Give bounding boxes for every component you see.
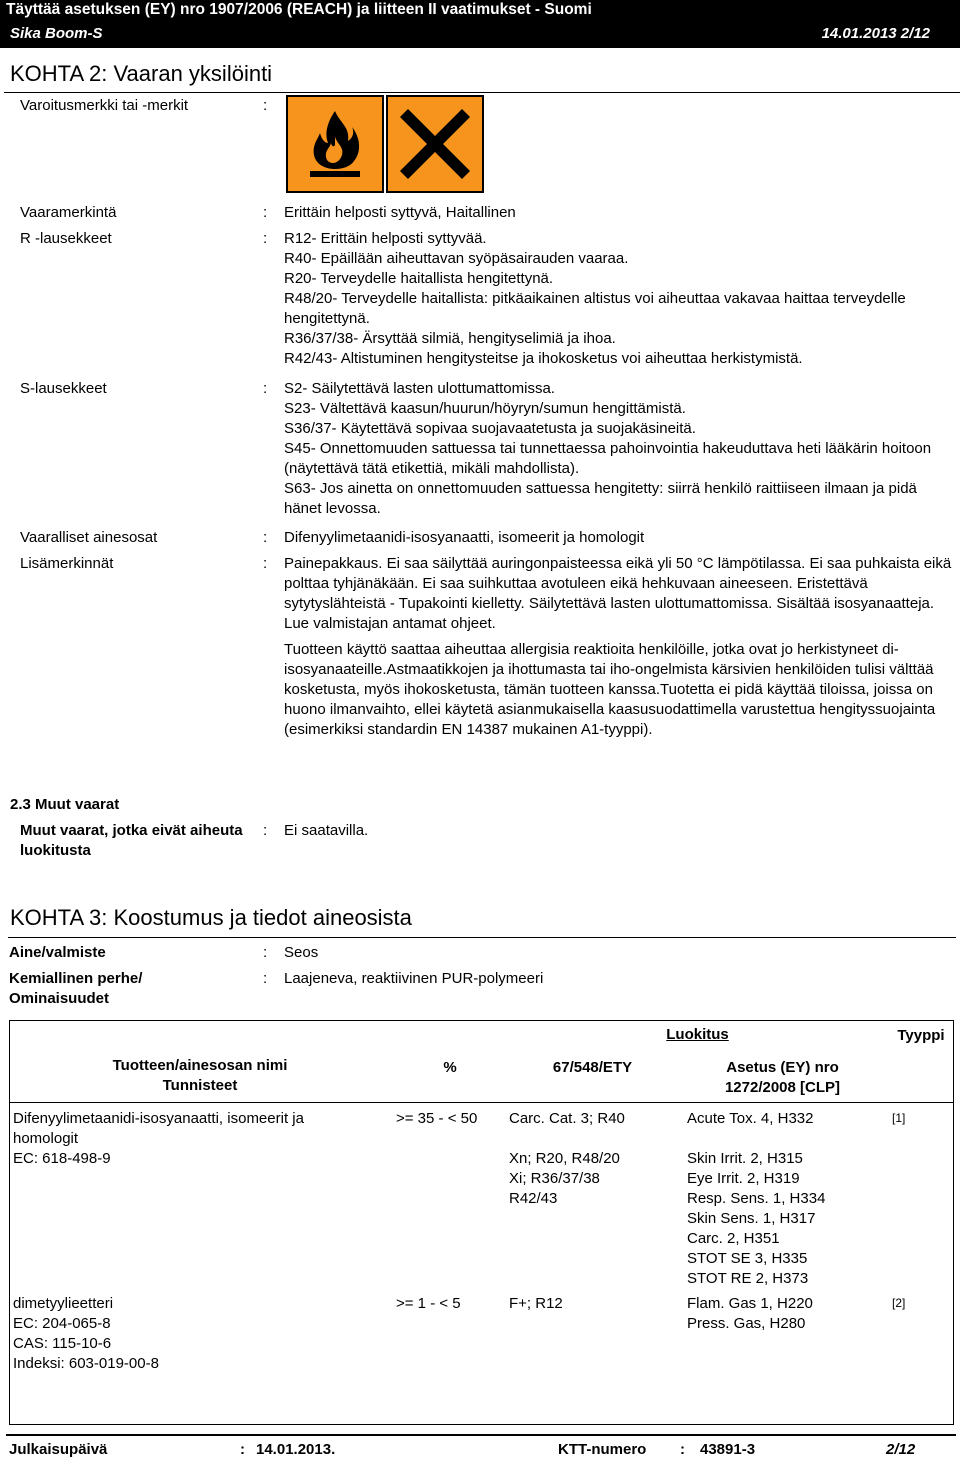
clp-line: Skin Sens. 1, H317 — [687, 1210, 816, 1227]
substance-percent: >= 35 - < 50 — [396, 1110, 478, 1127]
substance-id: EC: 204-065-8 — [13, 1315, 111, 1332]
clp-line: Acute Tox. 4, H332 — [687, 1110, 814, 1127]
substance-clp — [687, 1294, 813, 1334]
clp-line: Carc. 2, H351 — [687, 1230, 780, 1247]
colon: : — [263, 970, 268, 987]
clp-line: Press. Gas, H280 — [687, 1315, 806, 1332]
clp-line: STOT SE 3, H335 — [687, 1250, 808, 1267]
other-hazards-label: Muut vaarat, jotka eivät aiheuta luokitusta — [20, 822, 243, 859]
s-phrase: S63- Jos ainetta on onnettomuuden sattuessa hengitetty: siirrä henkilö raittiiseen ilmaan ja pidä hänet levossa. — [284, 480, 917, 517]
colon: : — [240, 1441, 245, 1458]
r-phrase: R40- Epäillään aiheuttavan syöpäsairauden vaaraa. — [284, 250, 629, 267]
additional-paragraph-1: Painepakkaus. Ei saa säilyttää auringonpaisteessa eikä yli 50 °C lämpötilassa. Ei saa puhkaista eikä polttaa tyhjänäkään. Ei saa suihkuttaa avotuleen eikä hehkuvaan aineeseen. Eristettävä sytytyslähteistä - Tupakointi kielletty. Säilytettävä lasten ulottumattomissa. Sisältää isosyanaatteja. Lue valmistajan antamat ohjeet. — [284, 555, 952, 632]
s-phrase: S45- Onnettomuuden sattuessa tai tunnettaessa pahoinvointia hakeuduttava heti lääkärin hoitoon (näytettävä tätä etikettiä, mikäli mahdollista). — [284, 440, 932, 477]
header-name-line2: Tunnisteet — [162, 1077, 238, 1094]
colon: : — [263, 380, 268, 397]
substance-dsd — [509, 1294, 563, 1314]
ktt-value: 43891-3 — [700, 1441, 756, 1458]
family-label: Kemiallinen perhe/ Ominaisuudet — [9, 970, 143, 1007]
substance-id: CAS: 115-10-6 — [13, 1335, 112, 1352]
header-clp-line2: 1272/2008 [CLP] — [724, 1079, 841, 1096]
regulation-title: Täyttää asetuksen (EY) nro 1907/2006 (REACH) ja liitteen II vaatimukset - Suomi — [6, 1, 592, 18]
r-phrase: R48/20- Terveydelle haitallista: pitkäaikainen altistus voi aiheuttaa vakavaa haittaa terveydelle hengitettynä. — [284, 290, 906, 327]
st-andrews-cross-hazard-icon — [386, 95, 484, 193]
colon: : — [263, 230, 268, 247]
colon: : — [263, 944, 268, 961]
page-footer — [6, 1434, 956, 1464]
additional-label: Lisämerkinnät — [20, 555, 114, 572]
header-clp — [690, 1058, 875, 1098]
colon: : — [263, 822, 268, 839]
header-clp-line1: Asetus (EY) nro — [726, 1059, 839, 1076]
other-hazards-value: Ei saatavilla. — [284, 822, 369, 839]
flame-hazard-icon — [286, 95, 384, 193]
colon: : — [680, 1441, 685, 1458]
dsd-line: Xn; R20, R48/20 — [509, 1150, 620, 1167]
substance-label: Aine/valmiste — [9, 944, 106, 961]
colon: : — [263, 204, 268, 221]
other-hazards-heading: 2.3 Muut vaarat — [10, 796, 120, 813]
dsd-line: Carc. Cat. 3; R40 — [509, 1110, 625, 1127]
header-name — [80, 1056, 320, 1096]
ingredients-value: Difenyylimetaanidi-isosyanaatti, isomeerit ja homologit — [284, 529, 645, 546]
header-luokitus: Luokitus — [666, 1026, 729, 1043]
section-2-heading — [4, 55, 960, 93]
substance-name: Difenyylimetaanidi-isosyanaatti, isomeerit ja homologit — [13, 1110, 304, 1147]
hazard-label: Vaaramerkintä — [20, 204, 117, 221]
section-3-title: KOHTA 3: Koostumus ja tiedot aineosista — [10, 905, 412, 930]
additional-paragraph-2: Tuotteen käyttö saattaa aiheuttaa allergisia reaktioita henkilöille, jotka ovat jo herkistyneet di-isosyanaateille.Astmaatikkojen ja ihottumasta tai iho-ongelmista kärsivien henkilöiden tulisi välttää kosketusta, myös ihokosketusta, tämän tuotteen kanssa.Tuotetta ei pidä käyttää tiloissa, joissa on huono ilmanvaihto, ellei käytetä asianmukaisella kaasusuodattimella varustettua hengityssuojainta (esimerkiksi standardin EN 14387 mukainen A1-tyyppi). — [284, 641, 936, 738]
pub-date-label: Julkaisupäivä — [9, 1441, 108, 1458]
substance-value: Seos — [284, 944, 319, 961]
r-phrases-list — [284, 229, 954, 369]
page-number: 2/12 — [886, 1441, 916, 1458]
date-and-page: 14.01.2013 2/12 — [821, 25, 930, 42]
product-name: Sika Boom-S — [10, 25, 103, 42]
table-row — [13, 1294, 373, 1374]
substance-id: EC: 618-498-9 — [13, 1150, 111, 1167]
r-phrases-label: R -lausekkeet — [20, 230, 112, 247]
header-tyyppi: Tyyppi — [897, 1027, 945, 1044]
substance-dsd — [509, 1109, 625, 1209]
clp-line: Skin Irrit. 2, H315 — [687, 1150, 803, 1167]
clp-line: Resp. Sens. 1, H334 — [687, 1190, 826, 1207]
clp-line: STOT RE 2, H373 — [687, 1270, 809, 1287]
header-name-line1: Tuotteen/ainesosan nimi — [112, 1057, 288, 1074]
family-value: Laajeneva, reaktiivinen PUR-polymeeri — [284, 970, 544, 987]
ingredients-label: Vaaralliset ainesosat — [20, 529, 158, 546]
ktt-label: KTT-numero — [558, 1441, 647, 1458]
table-row — [13, 1109, 373, 1169]
s-phrases-list — [284, 379, 954, 519]
clp-line: Flam. Gas 1, H220 — [687, 1295, 813, 1312]
dsd-line: R42/43 — [509, 1190, 558, 1207]
colon: : — [263, 529, 268, 546]
additional-info — [284, 554, 954, 740]
s-phrase: S36/37- Käytettävä sopivaa suojavaatetusta ja suojakäsineitä. — [284, 420, 696, 437]
r-phrase: R42/43- Altistuminen hengitysteitse ja ihokosketus voi aiheuttaa herkistymistä. — [284, 350, 803, 367]
symbols-label: Varoitusmerkki tai -merkit — [20, 97, 189, 114]
s-phrases-label: S-lausekkeet — [20, 380, 107, 397]
section-3-heading — [8, 898, 956, 938]
substance-id: Indeksi: 603-019-00-8 — [13, 1355, 159, 1372]
pub-date-value: 14.01.2013. — [256, 1441, 336, 1458]
colon: : — [263, 555, 268, 572]
table-header-divider — [9, 1102, 954, 1103]
clp-line: Eye Irrit. 2, H319 — [687, 1170, 800, 1187]
header-dsd: 67/548/ETY — [552, 1059, 633, 1076]
colon: : — [263, 97, 268, 114]
section-2-title: KOHTA 2: Vaaran yksilöinti — [10, 61, 273, 86]
substance-name: dimetyylieetteri — [13, 1295, 114, 1312]
r-phrase: R36/37/38- Ärsyttää silmiä, hengityselimiä ja ihoa. — [284, 330, 616, 347]
substance-percent: >= 1 - < 5 — [396, 1295, 461, 1312]
document-header — [0, 0, 960, 48]
s-phrase: S23- Vältettävä kaasun/huurun/höyryn/sumun hengittämistä. — [284, 400, 686, 417]
substance-clp — [687, 1109, 825, 1289]
r-phrase: R12- Erittäin helposti syttyvää. — [284, 230, 487, 247]
r-phrase: R20- Terveydelle haitallista hengitettynä. — [284, 270, 554, 287]
substance-type: [1] — [892, 1111, 906, 1125]
header-percent: % — [443, 1059, 457, 1076]
dsd-line: Xi; R36/37/38 — [509, 1170, 600, 1187]
substance-type: [2] — [892, 1296, 906, 1310]
dsd-line: F+; R12 — [509, 1295, 563, 1312]
hazard-value: Erittäin helposti syttyvä, Haitallinen — [284, 204, 516, 221]
s-phrase: S2- Säilytettävä lasten ulottumattomissa. — [284, 380, 555, 397]
